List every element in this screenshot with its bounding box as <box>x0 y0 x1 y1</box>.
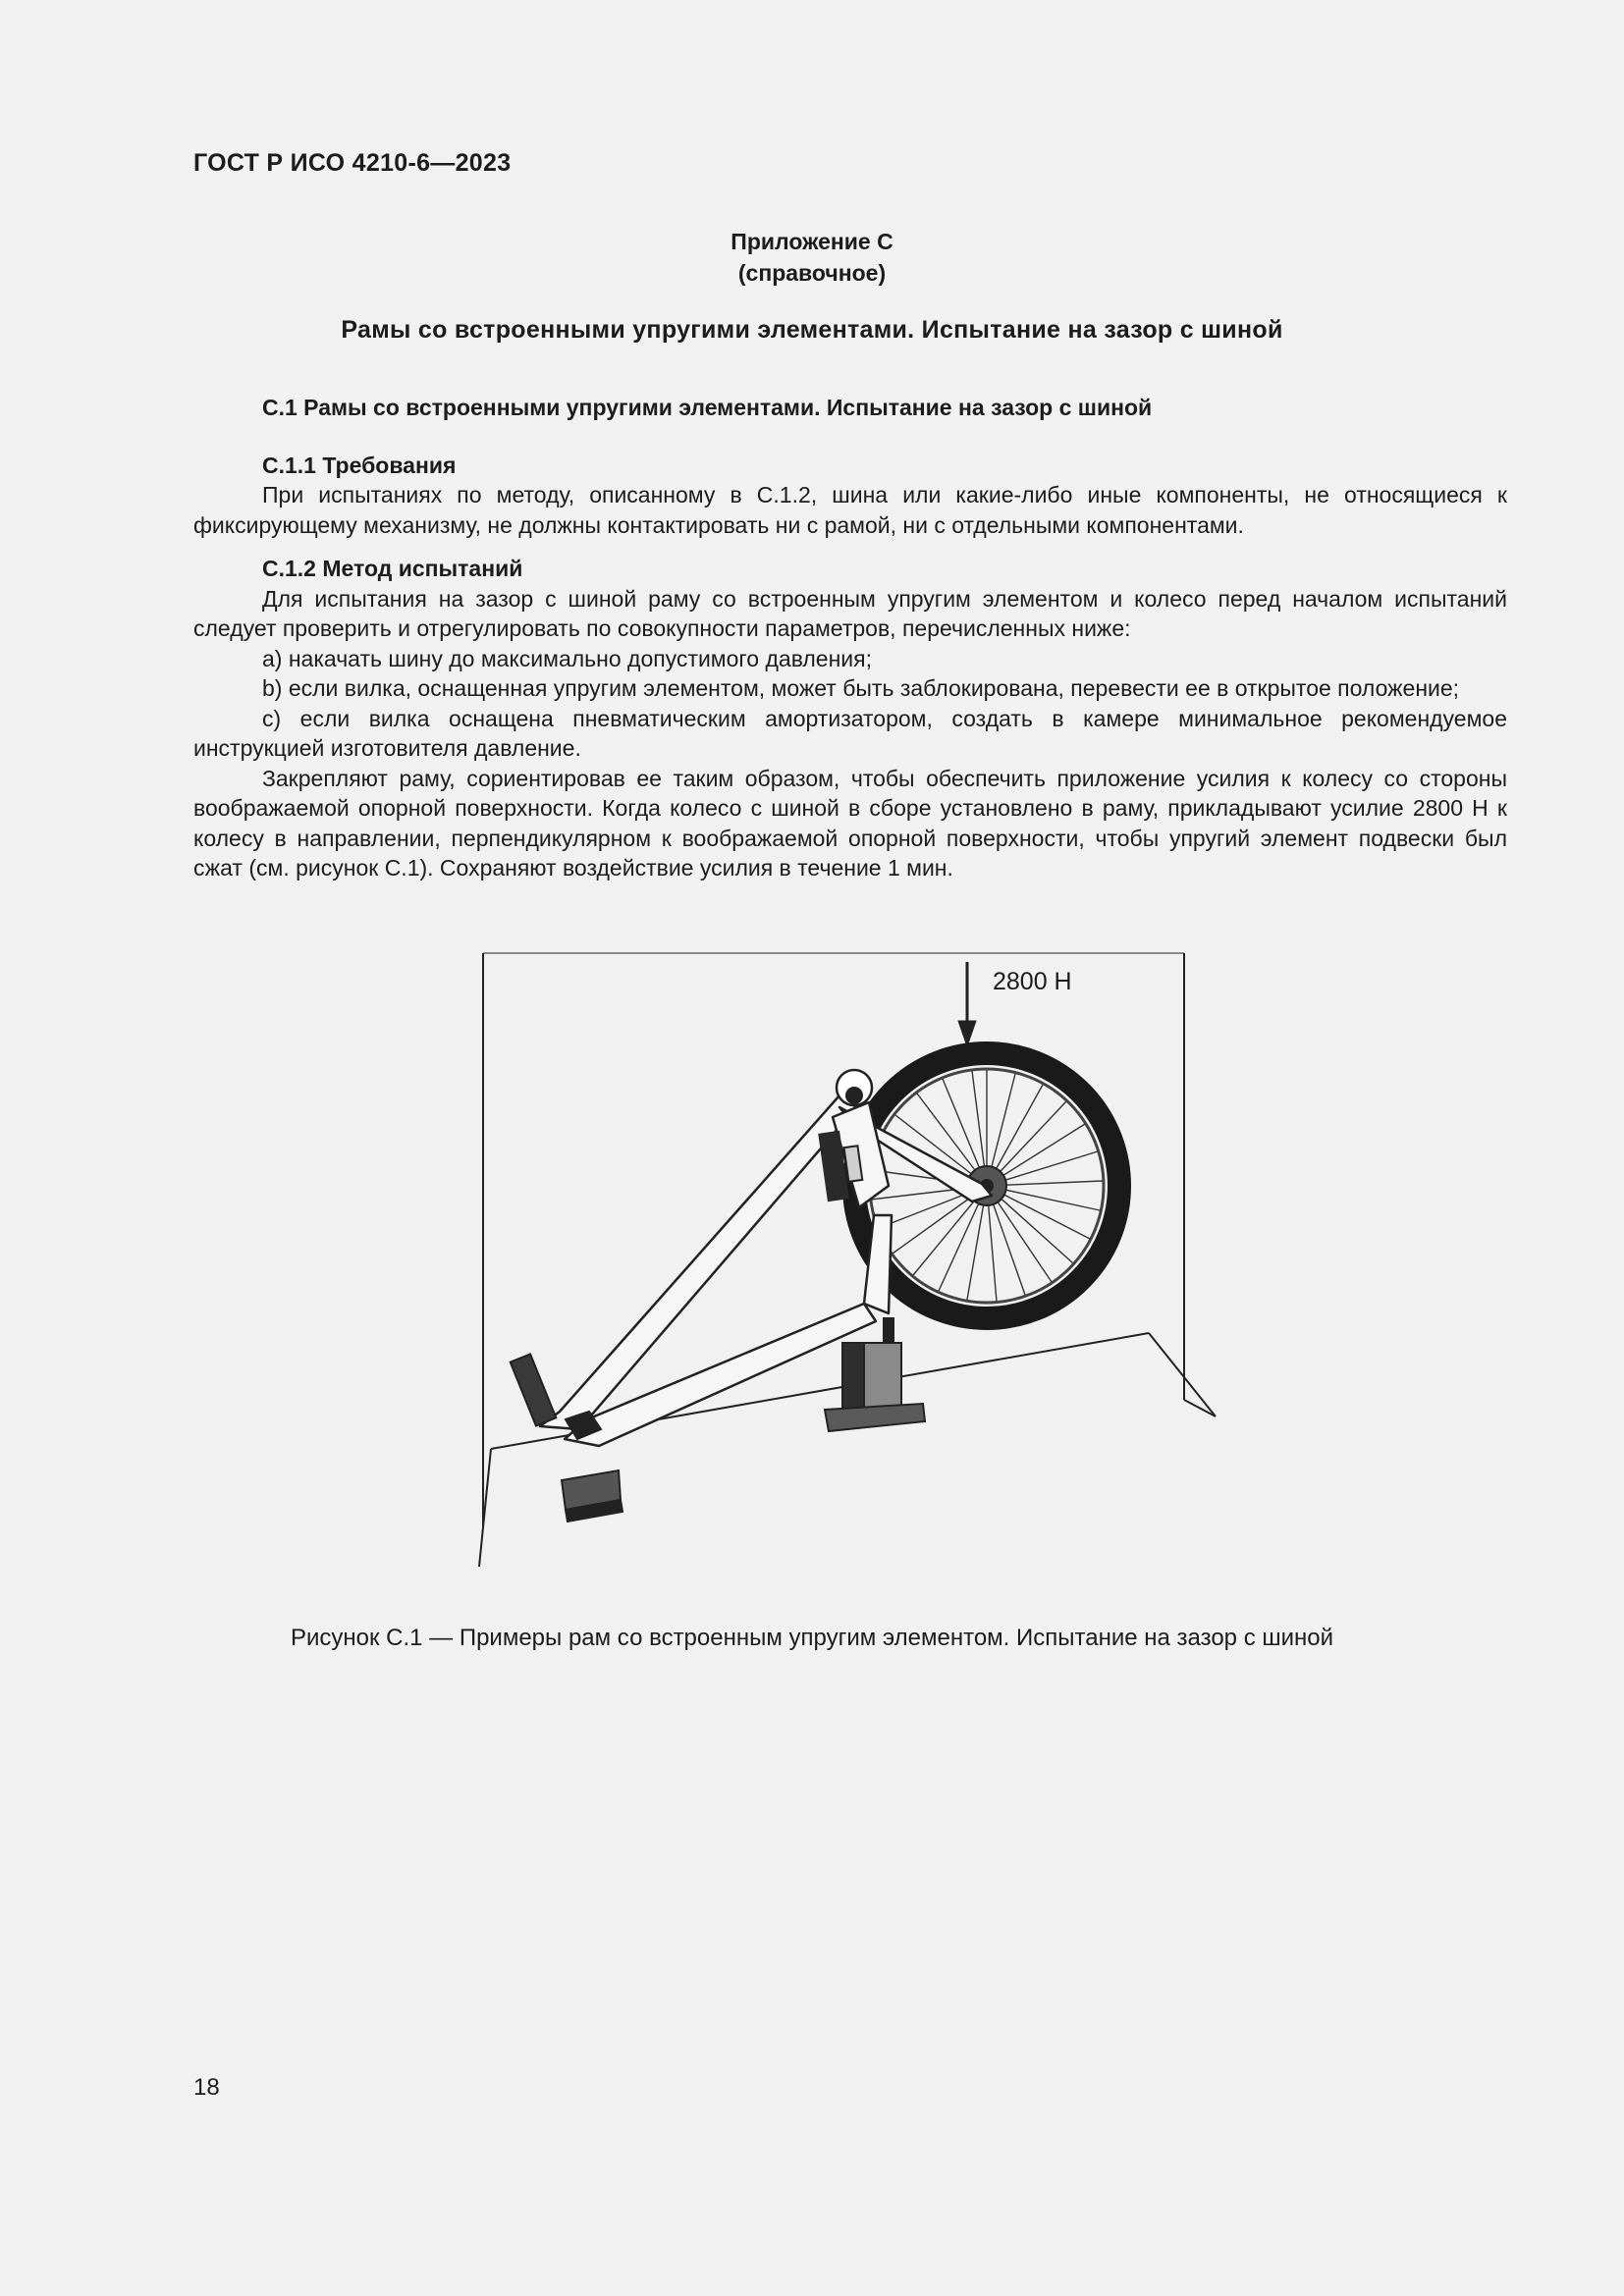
steerer-post <box>511 1354 557 1425</box>
body-text <box>193 393 1507 883</box>
figure-c1 <box>471 950 1237 1578</box>
list-item-c: с) если вилка оснащена пневматическим амортизатором, создать в камере минимальное рекомендуемое инструкцией изготовителя давление. <box>193 705 1507 761</box>
annex-heading <box>0 226 1624 289</box>
bicycle-frame-test-illustration <box>471 950 1237 1578</box>
list-item-a: а) накачать шину до максимально допустимого давления; <box>262 645 872 671</box>
standard-code: ГОСТ Р ИСО 4210-6—2023 <box>193 149 512 177</box>
section-c11-text: При испытаниях по методу, описанному в С.1.2, шина или какие-либо иные компоненты, не относящиеся к фиксирующему механизму, не должны контактировать ни с рамой, ни с отдельными компонентами. <box>193 482 1507 538</box>
frame <box>540 1070 992 1446</box>
section-c12-heading: С.1.2 Метод испытаний <box>262 556 523 581</box>
section-c12-intro: Для испытания на зазор с шиной раму со встроенным упругим элементом и колесо перед началом испытаний следует проверить и отрегулировать по совокупности параметров, перечисленных ниже: <box>193 585 1507 641</box>
list-item-b: b) если вилка, оснащенная упругим элементом, может быть заблокирована, перевести ее в открытое положение; <box>262 675 1460 701</box>
page-number: 18 <box>193 2074 220 2101</box>
section-c12-procedure: Закрепляют раму, сориентировав ее таким образом, чтобы обеспечить приложение усилия к колесу со стороны воображаемой опорной поверхности. Когда колесо с шиной в сборе установлено в раму, прикладывают усилие 2800 Н к колесу в направлении, перпендикулярном к воображаемой опорной поверхности, чтобы упругий элемент подвески был сжат (см. рисунок С.1). Сохраняют воздействие усилия в течение 1 мин. <box>193 765 1507 881</box>
annex-label: Приложение С <box>731 229 893 254</box>
annex-type: (справочное) <box>737 260 887 286</box>
section-c11-heading: С.1.1 Требования <box>262 452 457 478</box>
wheel <box>854 1053 1119 1318</box>
annex-title: Рамы со встроенными упругими элементами. Испытание на зазор с шиной <box>341 316 1283 344</box>
figure-caption: Рисунок С.1 — Примеры рам со встроенным упругим элементом. Испытание на зазор с шиной <box>290 1625 1334 1651</box>
section-c1-heading: С.1 Рамы со встроенными упругими элементами. Испытание на зазор с шиной <box>262 395 1153 420</box>
force-label: 2800 Н <box>993 968 1072 995</box>
fixture-base <box>825 1404 925 1431</box>
force-arrow <box>958 962 976 1046</box>
